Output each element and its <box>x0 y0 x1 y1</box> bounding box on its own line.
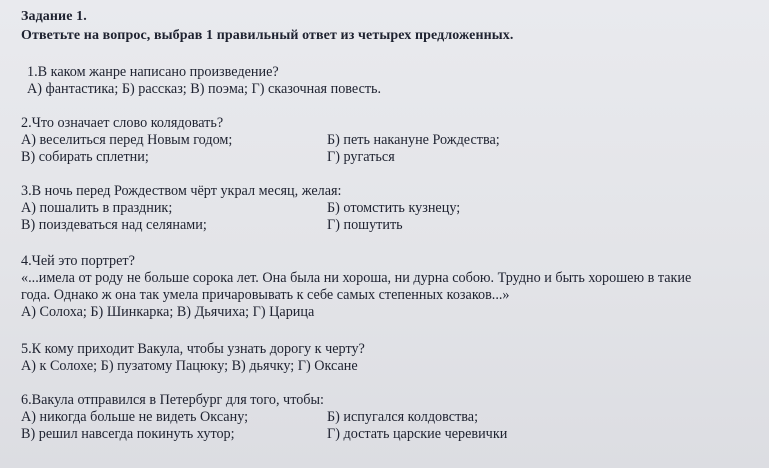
answer-row <box>21 426 761 443</box>
answer-row <box>21 149 761 166</box>
question-text: 3.В ночь перед Рождеством чёрт украл месяц, желая: <box>21 183 342 199</box>
question-text: 4.Чей это портрет? <box>21 253 135 269</box>
answer-option-c: В) решил навсегда покинуть хутор; <box>21 426 235 442</box>
question-text: 1.В каком жанре написано произведение? <box>27 64 279 80</box>
answer-options: А) к Солохе; Б) пузатому Пацюку; В) дьячку; Г) Оксане <box>21 358 358 374</box>
answer-row <box>21 200 761 217</box>
answer-options: А) фантастика; Б) рассказ; В) поэма; Г) сказочная повесть. <box>27 81 382 97</box>
answer-option-d: Г) достать царские черевички <box>327 426 508 442</box>
question-text: 5.К кому приходит Вакула, чтобы узнать дорогу к черту? <box>21 341 365 357</box>
task-title: Задание 1. <box>21 9 87 24</box>
answer-option-d: Г) пошутить <box>327 217 403 233</box>
answer-option-a: А) пошалить в праздник; <box>21 200 173 216</box>
portrait-quote-line-2: года. Однако ж она так умела причаровывать к себе самых степенных козаков...» <box>21 287 510 303</box>
answer-option-a: А) веселиться перед Новым годом; <box>21 132 233 148</box>
answer-option-c: В) поиздеваться над селянами; <box>21 217 207 233</box>
answer-row <box>21 217 761 234</box>
question-6 <box>21 392 761 443</box>
question-text: 6.Вакула отправился в Петербург для того, чтобы: <box>21 392 324 408</box>
answer-option-a: А) никогда больше не видеть Оксану; <box>21 409 249 425</box>
question-3 <box>21 183 761 234</box>
question-5 <box>21 341 761 375</box>
question-4 <box>21 253 761 321</box>
answer-row <box>21 409 761 426</box>
question-2 <box>21 115 761 166</box>
answer-option-c: В) собирать сплетни; <box>21 149 149 165</box>
answer-row <box>21 132 761 149</box>
question-1 <box>21 64 761 98</box>
question-text: 2.Что означает слово колядовать? <box>21 115 224 131</box>
answer-option-d: Г) ругаться <box>327 149 395 165</box>
answer-option-b: Б) отомстить кузнецу; <box>327 200 461 216</box>
task-instruction: Ответьте на вопрос, выбрав 1 правильный ответ из четырех предложенных. <box>21 28 514 43</box>
answer-option-b: Б) испугался колдовства; <box>327 409 479 425</box>
answer-options: А) Солоха; Б) Шинкарка; В) Дьячиха; Г) Царица <box>21 304 315 320</box>
answer-option-b: Б) петь накануне Рождества; <box>327 132 500 148</box>
portrait-quote-line-1: «...имела от роду не больше сорока лет. Она была ни хороша, ни дурна собою. Трудно и быть хорошею в такие <box>21 270 692 286</box>
